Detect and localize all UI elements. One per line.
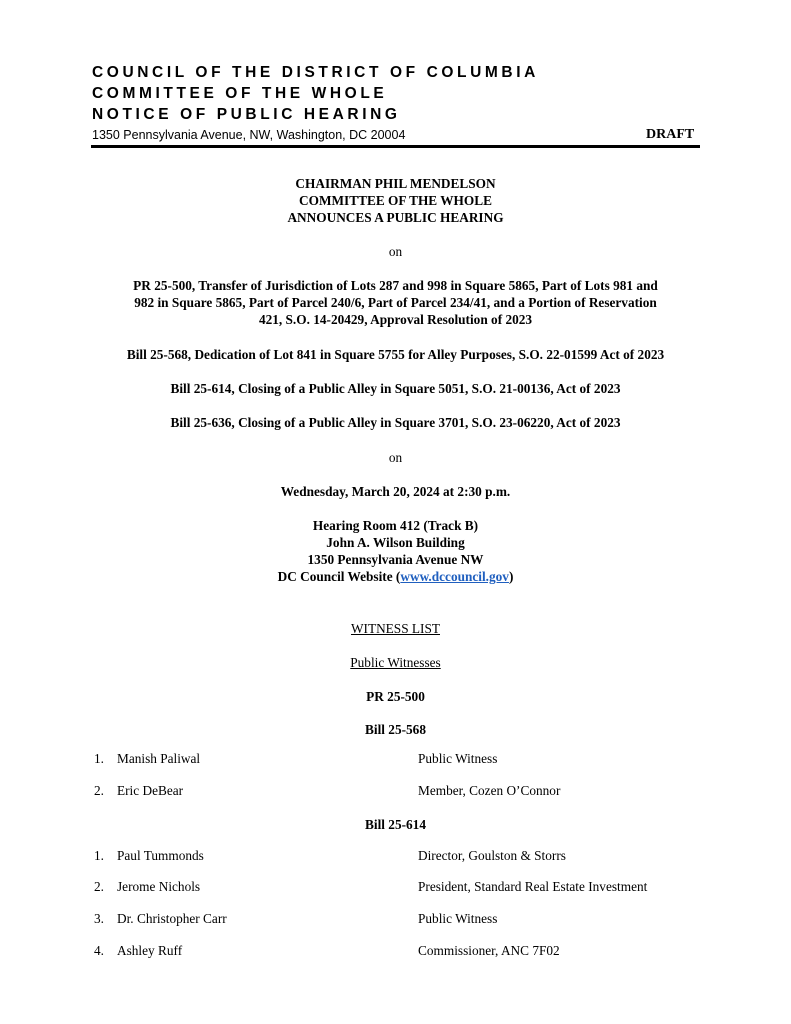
section-heading: Bill 25-614 [365, 817, 426, 832]
announcement-chairman: CHAIRMAN PHIL MENDELSON [295, 176, 496, 191]
announcement-committee: COMMITTEE OF THE WHOLE [299, 193, 492, 208]
witness-affiliation: Public Witness [418, 751, 498, 766]
witness-affiliation: President, Standard Real Estate Investment [418, 879, 648, 894]
letterhead-notice: NOTICE OF PUBLIC HEARING [92, 106, 401, 123]
on-label: on [388, 450, 403, 465]
witness-affiliation: Public Witness [418, 911, 498, 926]
witness-list-subtitle: Public Witnesses [350, 655, 441, 670]
letterhead-address: 1350 Pennsylvania Avenue, NW, Washington, DC 20004 [92, 128, 406, 142]
witness-name: Eric DeBear [117, 783, 184, 798]
website-link[interactable]: www.dccouncil.gov [400, 569, 509, 584]
witness-number: 2. [94, 879, 104, 894]
header-rule [91, 145, 700, 148]
witness-name: Manish Paliwal [117, 751, 201, 766]
witness-number: 2. [94, 783, 104, 798]
witness-name: Paul Tummonds [117, 848, 204, 863]
witness-row [0, 848, 791, 866]
witness-number: 4. [94, 943, 104, 958]
hearing-street: 1350 Pennsylvania Avenue NW [307, 552, 484, 567]
measure-bill-25-614: Bill 25-614, Closing of a Public Alley in Square 5051, S.O. 21-00136, Act of 2023 [170, 381, 621, 396]
on-label: on [388, 244, 403, 259]
witness-name: Jerome Nichols [117, 879, 201, 894]
witness-number: 1. [94, 848, 104, 863]
hearing-room: Hearing Room 412 (Track B) [312, 518, 479, 533]
hearing-datetime: Wednesday, March 20, 2024 at 2:30 p.m. [280, 484, 511, 499]
witness-row [0, 783, 791, 801]
witness-affiliation: Member, Cozen O’Connor [418, 783, 561, 798]
witness-row [0, 879, 791, 897]
witness-number: 3. [94, 911, 104, 926]
witness-number: 1. [94, 751, 104, 766]
witness-row [0, 751, 791, 769]
letterhead-council: COUNCIL OF THE DISTRICT OF COLUMBIA [92, 64, 539, 81]
draft-label: DRAFT [646, 127, 695, 142]
witness-affiliation: Director, Goulston & Storrs [418, 848, 566, 863]
letterhead-committee: COMMITTEE OF THE WHOLE [92, 85, 388, 102]
witness-affiliation: Commissioner, ANC 7F02 [418, 943, 560, 958]
witness-name: Ashley Ruff [117, 943, 183, 958]
hearing-website [60, 568, 731, 585]
witness-row [0, 911, 791, 929]
section-heading: Bill 25-568 [365, 722, 426, 737]
witness-list-title: WITNESS LIST [350, 621, 440, 636]
hearing-building: John A. Wilson Building [326, 535, 465, 550]
announcement-hearing: ANNOUNCES A PUBLIC HEARING [287, 210, 504, 225]
measure-pr-25-500-line-3: 421, S.O. 14-20429, Approval Resolution of 2023 [258, 312, 533, 327]
website-prefix: DC Council Website ( [277, 569, 401, 584]
measure-bill-25-636: Bill 25-636, Closing of a Public Alley in Square 3701, S.O. 23-06220, Act of 2023 [170, 415, 621, 430]
website-suffix: ) [508, 569, 514, 584]
witness-name: Dr. Christopher Carr [117, 911, 227, 926]
witness-row [0, 943, 791, 961]
measure-bill-25-568: Bill 25-568, Dedication of Lot 841 in Square 5755 for Alley Purposes, S.O. 22-01599 Act of 2023 [126, 347, 665, 362]
section-heading: PR 25-500 [366, 689, 425, 704]
measure-pr-25-500-line-2: 982 in Square 5865, Part of Parcel 240/6, Part of Parcel 234/41, and a Portion of Reservation [134, 295, 657, 310]
measure-pr-25-500-line-1: PR 25-500, Transfer of Jurisdiction of Lots 287 and 998 in Square 5865, Part of Lots 981 and [133, 278, 658, 293]
